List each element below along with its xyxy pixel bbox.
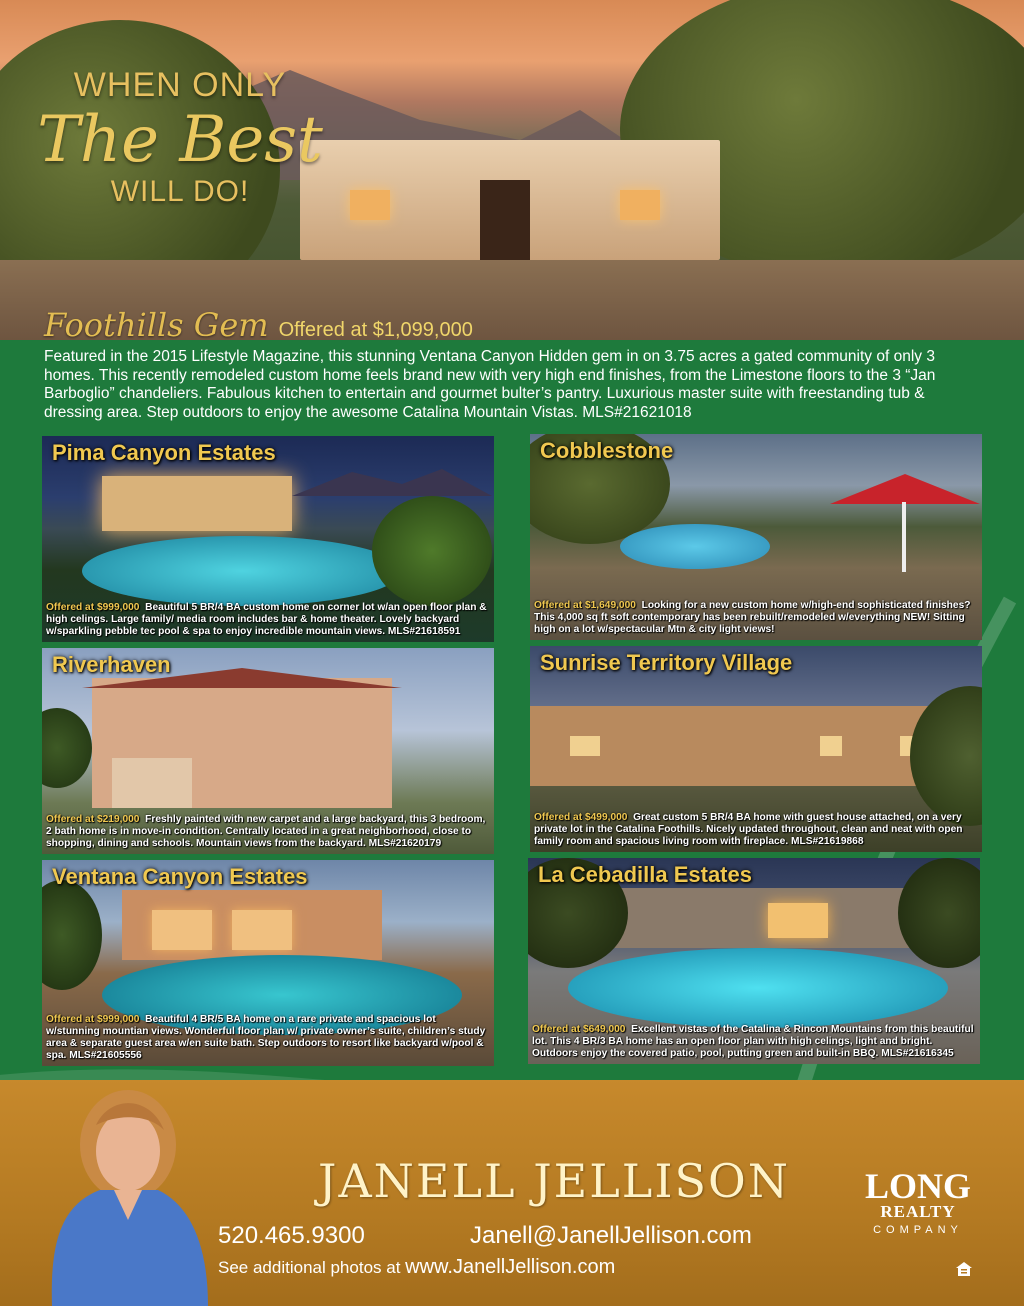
listing-name: Ventana Canyon Estates <box>52 864 308 889</box>
listing-card-sunrise-territory <box>530 646 982 852</box>
listing-price: Offered at $1,649,000 <box>534 600 636 611</box>
listing-card-riverhaven <box>42 648 494 854</box>
listing-name: Cobblestone <box>540 438 674 463</box>
listing-name: La Cebadilla Estates <box>538 862 752 887</box>
listing-caption <box>534 600 976 636</box>
agent-phone[interactable]: 520.465.9300 <box>218 1222 365 1249</box>
listing-description: Great custom 5 BR/4 BA home with guest house attached, on a very private lot in the Catalina Foothills. Nicely updated throughout, clean and neat with open family room and spacious living room with fireplace. MLS#21619868 <box>534 812 963 847</box>
listing-price: Offered at $219,000 <box>46 814 140 825</box>
listing-price: Offered at $649,000 <box>532 1024 626 1035</box>
house <box>300 140 720 260</box>
listing-price: Offered at $999,000 <box>46 1014 140 1025</box>
listing-caption <box>532 1024 974 1060</box>
featured-title <box>44 306 473 342</box>
headline <box>30 66 330 209</box>
listing-caption <box>46 814 488 850</box>
agent-email[interactable]: Janell@JanellJellison.com <box>470 1222 752 1249</box>
listing-name: Riverhaven <box>52 652 171 677</box>
featured-price: Offered at $1,099,000 <box>278 319 473 341</box>
headline-line-2: The Best <box>37 103 323 177</box>
listing-description: Beautiful 4 BR/5 BA home on a rare private and spacious lot w/stunning mountian views. Wonderful floor plan w/ private owner’s suite, children’s study area & separate guest area w/en suite bath. Step outdoors to resort like backyard w/pool & spa. MLS#21605556 <box>46 1014 486 1061</box>
listing-caption <box>46 1014 488 1062</box>
listing-price: Offered at $499,000 <box>534 812 628 823</box>
listing-price: Offered at $999,000 <box>46 602 140 613</box>
logo-realty: REALTY <box>880 1202 956 1221</box>
agent-name: JANELL JELLISON <box>318 1154 790 1208</box>
featured-name: Foothills Gem <box>44 306 269 344</box>
logo-long: LONG <box>864 1166 971 1206</box>
listing-description: Freshly painted with new carpet and a large backyard, this 3 bedroom, 2 bath home is in move-in condition. Centrally located in a great neighborhood, close to shopping, dining and schools. Mountain views from the backyard. MLS#21620179 <box>46 814 486 849</box>
listing-name: Pima Canyon Estates <box>52 440 276 465</box>
listing-card-la-cebadilla <box>528 858 980 1064</box>
long-realty-logo <box>848 1168 988 1236</box>
listing-description: Looking for a new custom home w/high-end sophisticated finishes? This 4,000 sq ft soft contemporary has been rebuilt/remodeled w/everything NEW! Sitting high on a lot w/spectacular Mtn & city light views! <box>534 600 971 635</box>
door <box>480 180 530 260</box>
featured-description: Featured in the 2015 Lifestyle Magazine, this stunning Ventana Canyon Hidden gem in on 3.75 acres a gated community of only 3 homes. This recently remodeled custom home feels brand new with very high end finishes, from the Limestone floors to the 3 “Jan Barboglio” chandeliers. Fabulous kitchen to entertain and gourmet bulter’s pantry. Luxurious master suite with freestanding tub & dressing area. Step outdoors to enjoy the awesome Catalina Mountain Vistas. MLS#21621018 <box>44 348 936 421</box>
headline-line-3: WILL DO! <box>110 175 250 208</box>
headline-line-1: WHEN ONLY <box>73 66 287 104</box>
agent-website[interactable]: www.JanellJellison.com <box>405 1256 616 1278</box>
listing-description: Excellent vistas of the Catalina & Rincon Mountains from this beautiful lot. This 4 BR/3 BA home has an open floor plan with high celings, light and bright. Outdoors enjoy the covered patio, pool, putting green and built-in BBQ. MLS#21616345 <box>532 1024 974 1059</box>
listing-card-pima-canyon <box>42 436 494 642</box>
listing-description: Beautiful 5 BR/4 BA custom home on corner lot w/an open floor plan & high celings. Large family/ media room includes bar & home theater. Lovely backyard w/sparkling pebble tec pool & spa to enjoy incredible mountain views. MLS#21618591 <box>46 602 487 637</box>
equal-housing-icon <box>956 1262 972 1276</box>
website-prefix: See additional photos at <box>218 1258 401 1277</box>
listing-name: Sunrise Territory Village <box>540 650 793 675</box>
window <box>620 190 660 220</box>
listing-caption <box>46 602 488 638</box>
logo-company: COMPANY <box>873 1224 963 1236</box>
listing-card-cobblestone <box>530 434 982 640</box>
agent-website-line <box>218 1256 615 1279</box>
window <box>350 190 390 220</box>
listing-caption <box>534 812 976 848</box>
listing-card-ventana-canyon <box>42 860 494 1066</box>
agent-portrait <box>40 1085 210 1306</box>
